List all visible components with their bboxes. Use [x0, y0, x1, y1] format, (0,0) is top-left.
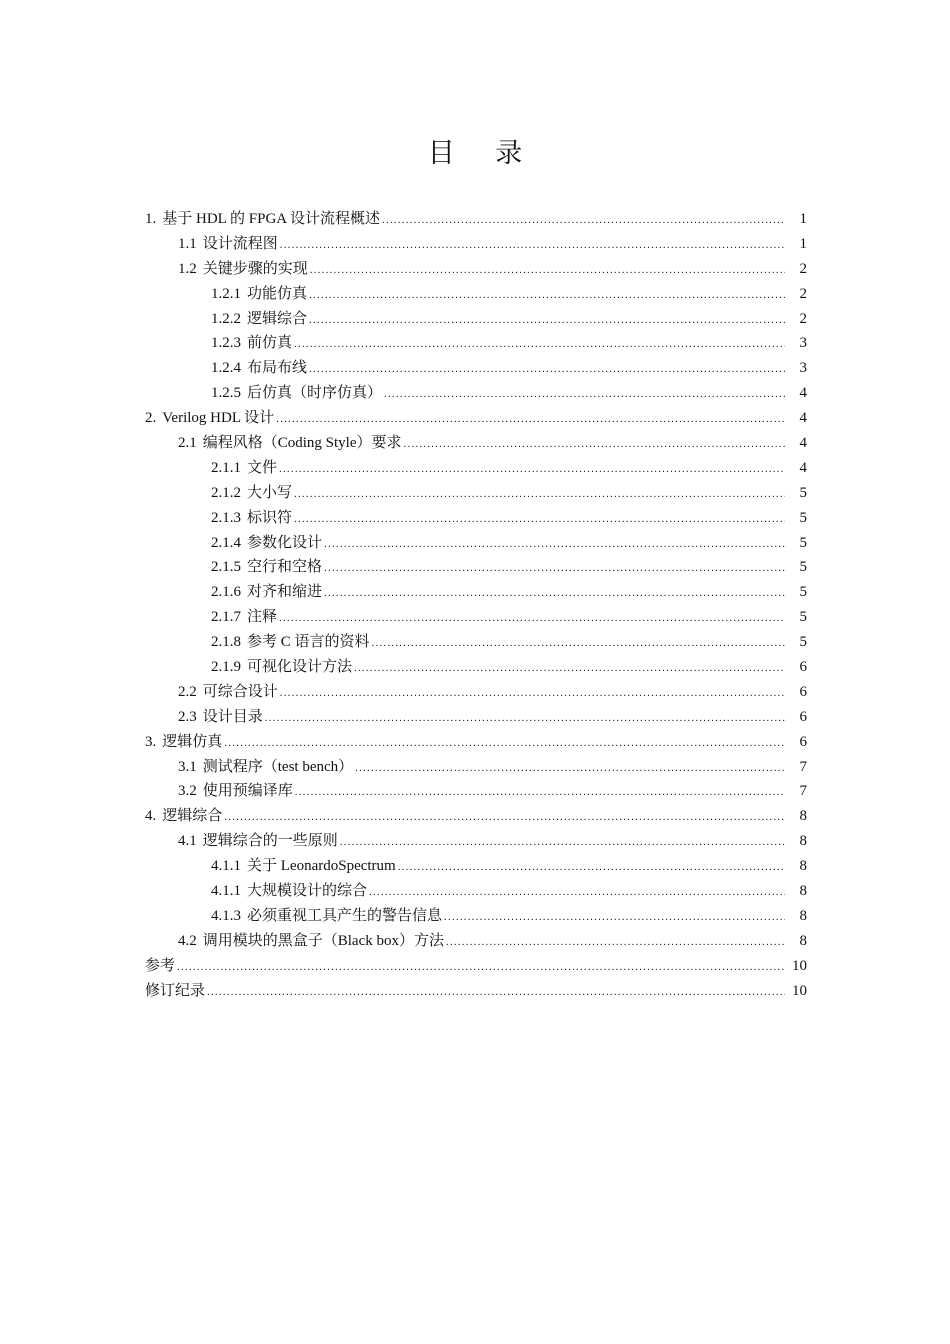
toc-entry-number: 2.1.9 — [211, 659, 241, 676]
toc-entry-number: 1.2.3 — [211, 335, 241, 352]
toc-dot-leader — [444, 905, 785, 930]
toc-entry-page: 5 — [799, 609, 807, 626]
toc-entry-page: 2 — [799, 285, 807, 302]
toc-entry-title: 基于 HDL 的 FPGA 设计流程概述 — [162, 211, 381, 227]
toc-entry-page: 6 — [799, 683, 807, 700]
toc-dot-leader — [382, 208, 785, 233]
toc-entry-title: 功能仿真 — [247, 285, 308, 302]
toc-entry-page: 8 — [799, 883, 807, 900]
toc-entry[interactable] — [145, 307, 807, 332]
toc-entry-number: 2.1.3 — [211, 509, 241, 526]
toc-entry[interactable] — [145, 954, 807, 979]
toc-entry[interactable] — [145, 481, 807, 506]
toc-entry[interactable] — [145, 804, 807, 829]
toc-entry[interactable] — [145, 506, 807, 531]
toc-entry[interactable] — [145, 356, 807, 381]
toc-entry-title: 逻辑综合 — [247, 310, 308, 327]
toc-entry-number: 2.1.8 — [211, 634, 241, 651]
toc-entry[interactable] — [145, 282, 807, 307]
toc-entry-title: Verilog HDL 设计 — [162, 410, 275, 427]
toc-entry[interactable] — [145, 431, 807, 456]
toc-entry-title: 逻辑仿真 — [162, 733, 223, 750]
toc-dot-leader — [265, 706, 785, 731]
toc-entry-title: 设计流程图 — [202, 235, 278, 252]
toc-entry-page: 6 — [799, 659, 807, 676]
toc-entry-number: 1.1 — [178, 235, 197, 252]
toc-entry-page: 6 — [799, 708, 807, 725]
toc-entry-page: 5 — [799, 534, 807, 551]
toc-entry[interactable] — [145, 829, 807, 854]
toc-entry-title: 逻辑综合 — [162, 808, 223, 825]
toc-entry[interactable] — [145, 705, 807, 730]
toc-entry-title: 测试程序（test bench） — [202, 758, 354, 775]
toc-entry[interactable] — [145, 655, 807, 680]
toc-entry[interactable] — [145, 854, 807, 879]
toc-entry[interactable] — [145, 904, 807, 929]
toc-entry-page: 1 — [799, 211, 807, 227]
toc-entry-number: 1.2.5 — [211, 385, 241, 402]
toc-entry-page: 7 — [799, 758, 807, 775]
page-title: 目 录 — [427, 138, 539, 169]
toc-entry-number: 3. — [145, 733, 157, 750]
toc-entry-title: 参数化设计 — [247, 534, 323, 551]
toc-entry-number: 1.2.1 — [211, 285, 241, 302]
toc-entry-number: 2. — [145, 410, 157, 427]
toc-dot-leader — [446, 930, 785, 955]
toc-entry-number: 1.2.4 — [211, 360, 241, 377]
toc-entry[interactable] — [145, 331, 807, 356]
toc-entry-page: 5 — [799, 484, 807, 501]
toc-dot-leader — [280, 681, 785, 706]
toc-dot-leader — [310, 258, 785, 283]
toc-entry-title: 参考 — [145, 957, 176, 974]
toc-entry-number: 2.1.7 — [211, 609, 241, 626]
toc-entry[interactable] — [145, 257, 807, 282]
toc-dot-leader — [309, 357, 785, 382]
toc-entry-page: 8 — [799, 858, 807, 875]
toc-dot-leader — [294, 482, 785, 507]
toc-entry-title: 使用预编译库 — [202, 783, 293, 800]
toc-dot-leader — [295, 780, 785, 805]
toc-entry-page: 5 — [799, 584, 807, 601]
toc-entry-title: 关键步骤的实现 — [202, 260, 308, 277]
toc-entry-number: 2.2 — [178, 683, 197, 700]
toc-entry-title: 可视化设计方法 — [247, 659, 353, 676]
toc-dot-leader — [294, 332, 785, 357]
toc-entry-page: 8 — [799, 907, 807, 924]
toc-entry[interactable] — [145, 879, 807, 904]
toc-entry-number: 4.2 — [178, 932, 197, 949]
toc-entry-title: 对齐和缩进 — [247, 584, 323, 601]
toc-entry-page: 4 — [799, 385, 807, 402]
toc-dot-leader — [324, 556, 785, 581]
toc-dot-leader — [279, 606, 785, 631]
toc-entry-title: 大规模设计的综合 — [247, 883, 368, 900]
toc-entry-title: 参考 C 语言的资料 — [247, 634, 370, 651]
toc-dot-leader — [224, 805, 785, 830]
toc-entry-number: 3.1 — [178, 758, 197, 775]
toc-entry[interactable] — [145, 207, 807, 232]
toc-dot-leader — [279, 457, 785, 482]
toc-entry-title: 后仿真（时序仿真） — [247, 385, 383, 402]
toc-dot-leader — [355, 756, 785, 781]
toc-entry[interactable] — [145, 531, 807, 556]
toc-entry[interactable] — [145, 755, 807, 780]
toc-entry-page: 2 — [799, 310, 807, 327]
toc-entry[interactable] — [145, 680, 807, 705]
toc-dot-leader — [324, 532, 785, 557]
toc-entry-page: 6 — [799, 733, 807, 750]
toc-entry-page: 4 — [799, 435, 807, 452]
toc-dot-leader — [398, 855, 785, 880]
toc-entry-title: 逻辑综合的一些原则 — [202, 833, 338, 850]
toc-dot-leader — [309, 283, 785, 308]
toc-entry-title: 修订纪录 — [145, 982, 206, 999]
toc-dot-leader — [294, 507, 785, 532]
toc-entry-number: 2.1.6 — [211, 584, 241, 601]
toc-dot-leader — [207, 980, 785, 1005]
toc-entry-number: 4. — [145, 808, 157, 825]
toc-dot-leader — [354, 656, 785, 681]
toc-entry-title: 编程风格（Coding Style）要求 — [202, 435, 402, 452]
toc-entry-number: 1.2.2 — [211, 310, 241, 327]
toc-entry-page: 10 — [792, 957, 807, 974]
toc-entry-page: 5 — [799, 634, 807, 651]
toc-entry-number: 2.1 — [178, 435, 197, 452]
toc-entry[interactable] — [145, 456, 807, 481]
toc-entry-title: 调用模块的黑盒子（Black box）方法 — [202, 932, 444, 949]
toc-entry[interactable] — [145, 929, 807, 954]
toc-entry-page: 4 — [799, 459, 807, 476]
toc-entry-number: 3.2 — [178, 783, 197, 800]
toc-dot-leader — [369, 880, 785, 905]
toc-entry-number: 1. — [145, 211, 157, 227]
toc-entry-title: 标识符 — [247, 509, 293, 526]
toc-entry-title: 可综合设计 — [202, 683, 278, 700]
toc-entry[interactable] — [145, 630, 807, 655]
toc-entry[interactable] — [145, 555, 807, 580]
toc-dot-leader — [324, 581, 785, 606]
toc-entry-title: 布局布线 — [247, 360, 308, 377]
toc-entry-title: 大小写 — [247, 484, 293, 501]
toc-entry-page: 8 — [799, 932, 807, 949]
toc-dot-leader — [276, 407, 785, 432]
toc-dot-leader — [224, 731, 785, 756]
toc-dot-leader — [177, 955, 785, 980]
toc-entry-title: 空行和空格 — [247, 559, 323, 576]
toc-entry-number: 4.1.3 — [211, 907, 241, 924]
toc-entry-title: 必须重视工具产生的警告信息 — [247, 907, 443, 924]
toc-dot-leader — [384, 382, 785, 407]
toc-entry[interactable] — [145, 979, 807, 1004]
toc-entry-title: 设计目录 — [202, 708, 263, 725]
toc-entry-page: 7 — [799, 783, 807, 800]
toc-entry[interactable] — [145, 580, 807, 605]
toc-entry-page: 8 — [799, 808, 807, 825]
toc-entry-page: 10 — [792, 982, 807, 999]
toc-entry[interactable] — [145, 381, 807, 406]
toc-entry-number: 1.2 — [178, 260, 197, 277]
toc-entry-page: 5 — [799, 559, 807, 576]
toc-entry-number: 2.1.4 — [211, 534, 241, 551]
toc-dot-leader — [309, 308, 785, 333]
toc-entry-number: 2.1.5 — [211, 559, 241, 576]
toc-entry-title: 注释 — [247, 609, 278, 626]
toc-entry-title: 文件 — [247, 459, 278, 476]
toc-entry-title: 关于 LeonardoSpectrum — [247, 858, 396, 875]
toc-entry-page: 1 — [799, 235, 807, 252]
toc-dot-leader — [404, 432, 785, 457]
toc-entry[interactable] — [145, 730, 807, 755]
toc-entry-page: 8 — [799, 833, 807, 850]
toc-entry-number: 4.1.1 — [211, 883, 241, 900]
toc-entry-page: 5 — [799, 509, 807, 526]
toc-entry[interactable] — [145, 779, 807, 804]
toc-dot-leader — [280, 233, 785, 258]
toc-entry-number: 4.1 — [178, 833, 197, 850]
table-of-contents — [145, 207, 807, 1004]
toc-entry[interactable] — [145, 605, 807, 630]
toc-dot-leader — [372, 631, 785, 656]
toc-entry[interactable] — [145, 406, 807, 431]
toc-entry-page: 3 — [799, 335, 807, 352]
toc-entry-number: 2.3 — [178, 708, 197, 725]
toc-entry-number: 2.1.2 — [211, 484, 241, 501]
toc-entry-number: 4.1.1 — [211, 858, 241, 875]
toc-entry-number: 2.1.1 — [211, 459, 241, 476]
toc-entry-page: 4 — [799, 410, 807, 427]
toc-entry-page: 3 — [799, 360, 807, 377]
toc-entry-page: 2 — [799, 260, 807, 277]
toc-entry[interactable] — [145, 232, 807, 257]
toc-dot-leader — [340, 830, 785, 855]
toc-entry-title: 前仿真 — [247, 335, 293, 352]
